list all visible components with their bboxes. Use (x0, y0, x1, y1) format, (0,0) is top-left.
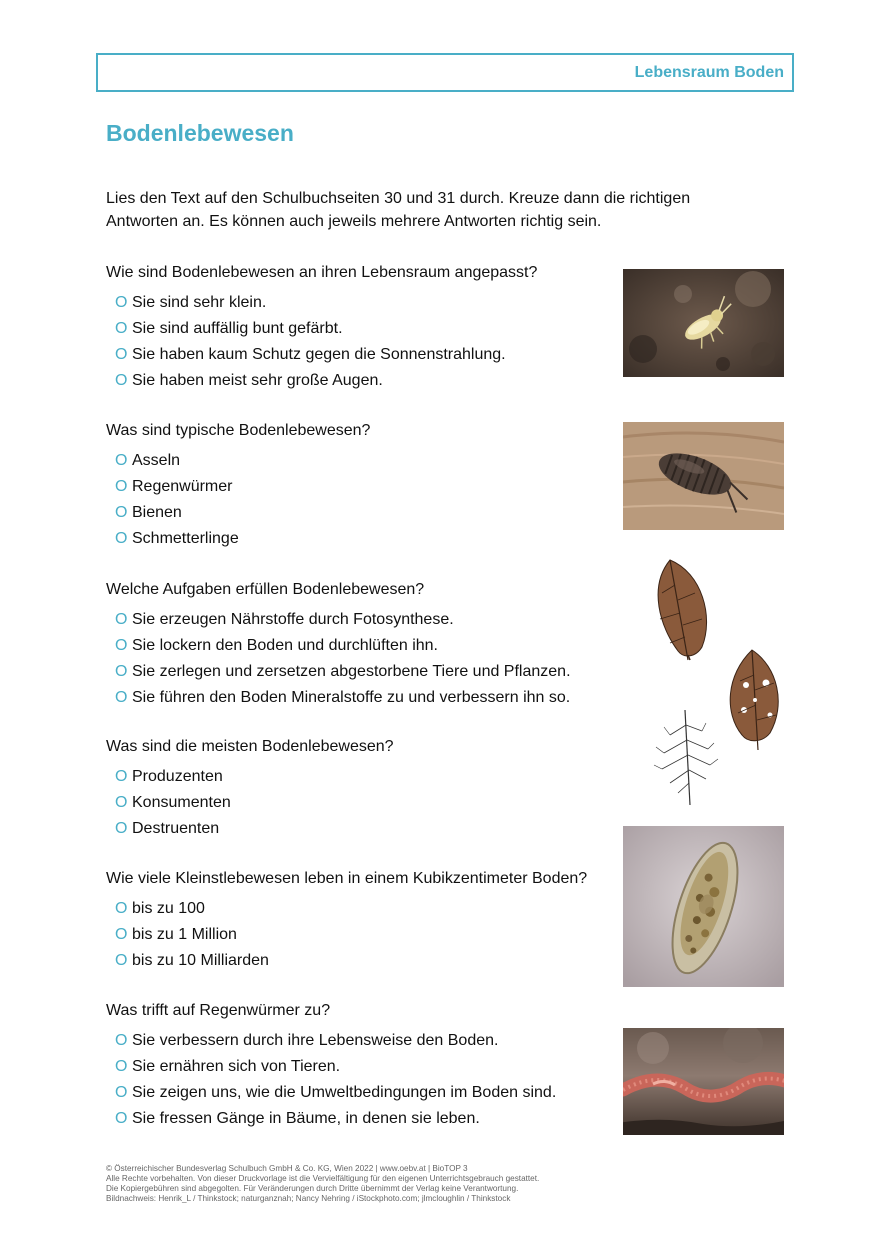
checkbox-circle[interactable]: O (115, 294, 128, 311)
question-text: Was sind typische Bodenlebewesen? (106, 422, 371, 439)
option-label: bis zu 100 (132, 900, 205, 917)
answer-option[interactable] (115, 474, 616, 500)
answer-option[interactable] (115, 790, 616, 816)
option-label: Sie führen den Boden Mineralstoffe zu und verbessern ihn so. (132, 689, 571, 706)
question-text: Was trifft auf Regenwürmer zu? (106, 1002, 331, 1019)
option-label: Sie zerlegen und zersetzen abgestorbene Tiere und Pflanzen. (132, 663, 571, 680)
option-label: Produzenten (132, 768, 223, 785)
answer-option[interactable] (115, 368, 616, 394)
option-label: Bienen (132, 504, 182, 521)
question-4 (106, 737, 616, 842)
question-text: Wie sind Bodenlebewesen an ihren Lebensraum angepasst? (106, 264, 538, 281)
question-3 (106, 580, 606, 711)
answer-option[interactable] (115, 526, 616, 552)
header-title: Lebensraum Boden (634, 64, 784, 81)
checkbox-circle[interactable]: O (115, 689, 128, 706)
checkbox-circle[interactable]: O (115, 1058, 128, 1075)
checkbox-circle[interactable]: O (115, 663, 128, 680)
option-label: Asseln (132, 452, 181, 469)
footer-copyright (106, 1164, 726, 1204)
answer-option[interactable] (115, 764, 616, 790)
option-label: Konsumenten (132, 794, 231, 811)
paramecium-photo (623, 826, 784, 987)
option-label: Sie zeigen uns, wie die Umweltbedingungen im Boden sind. (132, 1084, 557, 1101)
option-label: Destruenten (132, 820, 220, 837)
question-1 (106, 263, 616, 394)
checkbox-circle[interactable]: O (115, 794, 128, 811)
option-label: bis zu 10 Milliarden (132, 952, 269, 969)
checkbox-circle[interactable]: O (115, 530, 128, 547)
footer-line: Bildnachweis: Henrik_L / Thinkstock; naturganznah; Nancy Nehring / iStockphoto.com; jlmcloughlin / Thinkstock (106, 1194, 511, 1203)
checkbox-circle[interactable]: O (115, 452, 128, 469)
header-box (96, 53, 794, 92)
answer-option[interactable] (115, 816, 616, 842)
answer-option[interactable] (115, 896, 616, 922)
checkbox-circle[interactable]: O (115, 637, 128, 654)
answer-option[interactable] (115, 448, 616, 474)
answer-option[interactable] (115, 685, 606, 711)
springtail-photo (623, 269, 784, 377)
answer-option[interactable] (115, 1106, 616, 1132)
checkbox-circle[interactable]: O (115, 611, 128, 628)
option-label: Sie haben meist sehr große Augen. (132, 372, 383, 389)
option-label: Regenwürmer (132, 478, 233, 495)
option-label: Sie ernähren sich von Tieren. (132, 1058, 341, 1075)
checkbox-circle[interactable]: O (115, 1084, 128, 1101)
answer-option[interactable] (115, 342, 616, 368)
answer-option[interactable] (115, 633, 606, 659)
option-label: Sie haben kaum Schutz gegen die Sonnenstrahlung. (132, 346, 506, 363)
option-label: Sie fressen Gänge in Bäume, in denen sie leben. (132, 1110, 480, 1127)
checkbox-circle[interactable]: O (115, 952, 128, 969)
checkbox-circle[interactable]: O (115, 820, 128, 837)
checkbox-circle[interactable]: O (115, 372, 128, 389)
page-title: Bodenlebewesen (106, 120, 294, 146)
checkbox-circle[interactable]: O (115, 926, 128, 943)
option-label: Sie erzeugen Nährstoffe durch Fotosynthese. (132, 611, 454, 628)
question-text: Wie viele Kleinstlebewesen leben in einem Kubikzentimeter Boden? (106, 870, 588, 887)
answer-option[interactable] (115, 290, 616, 316)
question-text: Welche Aufgaben erfüllen Bodenlebewesen? (106, 581, 425, 598)
answer-option[interactable] (115, 607, 606, 633)
footer-line: Die Kopiergebühren sind abgegolten. Für Veränderungen durch Dritte übernimmt der Verlag keine Verantwortung. (106, 1184, 519, 1193)
option-label: bis zu 1 Million (132, 926, 237, 943)
woodlouse-photo (623, 422, 784, 530)
answer-option[interactable] (115, 922, 616, 948)
footer-line: Alle Rechte vorbehalten. Von dieser Druckvorlage ist die Vervielfältigung für den eigenen Unterrichtsgebrauch gestattet. (106, 1174, 540, 1183)
checkbox-circle[interactable]: O (115, 1032, 128, 1049)
checkbox-circle[interactable]: O (115, 1110, 128, 1127)
answer-option[interactable] (115, 1080, 616, 1106)
answer-option[interactable] (115, 659, 606, 685)
checkbox-circle[interactable]: O (115, 320, 128, 337)
intro-line: Antworten an. Es können auch jeweils mehrere Antworten richtig sein. (106, 213, 602, 230)
option-label: Sie verbessern durch ihre Lebensweise den Boden. (132, 1032, 499, 1049)
intro-text (106, 187, 746, 233)
option-label: Sie sind auffällig bunt gefärbt. (132, 320, 343, 337)
answer-option[interactable] (115, 1028, 616, 1054)
answer-option[interactable] (115, 500, 616, 526)
question-5 (106, 869, 616, 974)
checkbox-circle[interactable]: O (115, 478, 128, 495)
question-2 (106, 421, 616, 552)
question-text: Was sind die meisten Bodenlebewesen? (106, 738, 394, 755)
option-label: Sie lockern den Boden und durchlüften ihn. (132, 637, 438, 654)
option-label: Sie sind sehr klein. (132, 294, 267, 311)
intro-line: Lies den Text auf den Schulbuchseiten 30 und 31 durch. Kreuze dann die richtigen (106, 190, 691, 207)
earthworm-photo (623, 1028, 784, 1135)
checkbox-circle[interactable]: O (115, 346, 128, 363)
answer-option[interactable] (115, 316, 616, 342)
footer-line: © Österreichischer Bundesverlag Schulbuch GmbH & Co. KG, Wien 2022 | www.oebv.at | BioTOP 3 (106, 1164, 468, 1173)
checkbox-circle[interactable]: O (115, 768, 128, 785)
answer-option[interactable] (115, 1054, 616, 1080)
checkbox-circle[interactable]: O (115, 504, 128, 521)
answer-option[interactable] (115, 948, 616, 974)
checkbox-circle[interactable]: O (115, 900, 128, 917)
question-6 (106, 1001, 616, 1132)
leaves-illustration (640, 555, 790, 810)
option-label: Schmetterlinge (132, 530, 239, 547)
